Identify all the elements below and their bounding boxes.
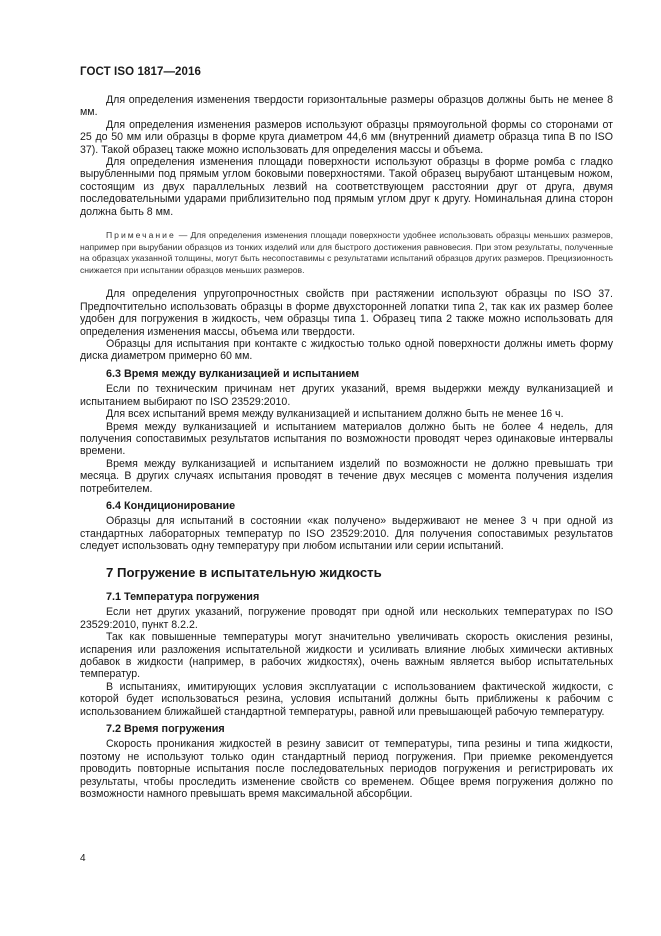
note-text: — Для определения изменения площади поверхности удобнее использовать образцы меньших размеров, например при вырубании образцов из тонких изделий или для быстрого достижения равновесия. При этом результаты, полученные на образцах указанной толщины, могут быть несопоставимы с результатами испытаний образцов других размеров. Прецизионность снижается при испытании образцов меньших размеров. bbox=[80, 230, 613, 275]
paragraph: Скорость проникания жидкостей в резину зависит от температуры, типа резины и типа жидкости, поэтому не используют только один стандартный период погружения. При приемке рекомендуется проводить повторные испытания после последовательных периодов погружения и регистрировать их результаты, чтобы проследить изменение свойств со временем. Общее время погружения должно по возможности намного превышать время максимальной абсорбции. bbox=[80, 738, 613, 801]
section-heading-7-2: 7.2 Время погружения bbox=[106, 723, 225, 736]
document-header: ГОСТ ISO 1817—2016 bbox=[80, 66, 202, 78]
paragraph: Для определения изменения размеров используют образцы прямоугольной формы со сторонами от 25 до 50 мм или образцы в форме круга диаметром 44,6 мм (внутренний диаметр образца типа В по ISO 37). Такой образец также можно использовать для определения массы и объема. bbox=[80, 118, 613, 156]
page-number: 4 bbox=[80, 853, 86, 864]
paragraph: Для определения изменения твердости горизонтальные размеры образцов должны быть не менее 8 мм. bbox=[80, 94, 613, 119]
paragraph: Для определения упругопрочностных свойств при растяжении используют образцы по ISO 37. Предпочтительно использовать образцы в форме двухсторонней лопатки типа 2, так как их размер более удобен для погружения в жидкость, чем образцы типа 1. Образец типа 2 также можно использовать для определения изменения массы, объема или твердости. bbox=[80, 288, 613, 338]
paragraph: Если нет других указаний, погружение проводят при одной или нескольких температурах по ISO 23529:2010, пункт 8.2.2. bbox=[80, 606, 613, 631]
paragraph: Так как повышенные температуры могут значительно увеличивать скорость окисления резины, испарения или разложения испытательной жидкости и усиливать влияние любых химически активных добавок в жидкости (например, в рабочих жидкостях), очень важным является выбор испытательных температур. bbox=[80, 631, 613, 681]
paragraph: В испытаниях, имитирующих условия эксплуатации с использованием фактической жидкости, с которой будет использоваться резина, условия испытаний должны быть приближены к рабочим с использованием ближайшей стандартной температуры, равной или превышающей рабочую температуру. bbox=[80, 680, 613, 718]
document-body bbox=[80, 94, 613, 800]
section-heading-7-1: 7.1 Температура погружения bbox=[106, 590, 260, 603]
paragraph: Для всех испытаний время между вулканизацией и испытанием должно быть не менее 16 ч. bbox=[106, 408, 564, 421]
paragraph: Образцы для испытаний в состоянии «как получено» выдерживают не менее 3 ч при одной из стандартных лабораторных температур по ISO 23529:2010. Для получения сопоставимых результатов следует использовать одну температуру при любом испытании или серии испытаний. bbox=[80, 515, 613, 553]
paragraph: Если по техническим причинам нет других указаний, время выдержки между вулканизацией и испытанием выбирают по ISO 23529:2010. bbox=[80, 383, 613, 408]
paragraph: Образцы для испытания при контакте с жидкостью только одной поверхности должны иметь форму диска диаметром примерно 60 мм. bbox=[80, 338, 613, 363]
section-heading-7: 7 Погружение в испытательную жидкость bbox=[106, 564, 382, 580]
paragraph: Время между вулканизацией и испытанием материалов должно быть не более 4 недель, для получения сопоставимых результатов испытания по возможности проводят через одинаковые интервалы времени. bbox=[80, 420, 613, 458]
note-label: Примечание bbox=[106, 230, 176, 241]
note bbox=[80, 230, 613, 276]
paragraph: Для определения изменения площади поверхности используют образцы в форме ромба с гладко вырубленными под прямым углом боковыми поверхностями. Такой образец вырубают штанцевым ножом, состоящим из двух параллельных лезвий на соответствующем расстоянии друг от друга, двумя последовательными ударами приблизительно под прямым углом друг к другу. Номинальная длина сторон должна быть 8 мм. bbox=[80, 156, 613, 218]
section-heading-6-4: 6.4 Кондиционирование bbox=[106, 499, 236, 512]
section-heading-6-3: 6.3 Время между вулканизацией и испытанием bbox=[106, 367, 360, 380]
paragraph: Время между вулканизацией и испытанием изделий по возможности не должно превышать три месяца. В других случаях испытания проводят в течение двух месяцев с момента получения изделия потребителем. bbox=[80, 457, 613, 495]
